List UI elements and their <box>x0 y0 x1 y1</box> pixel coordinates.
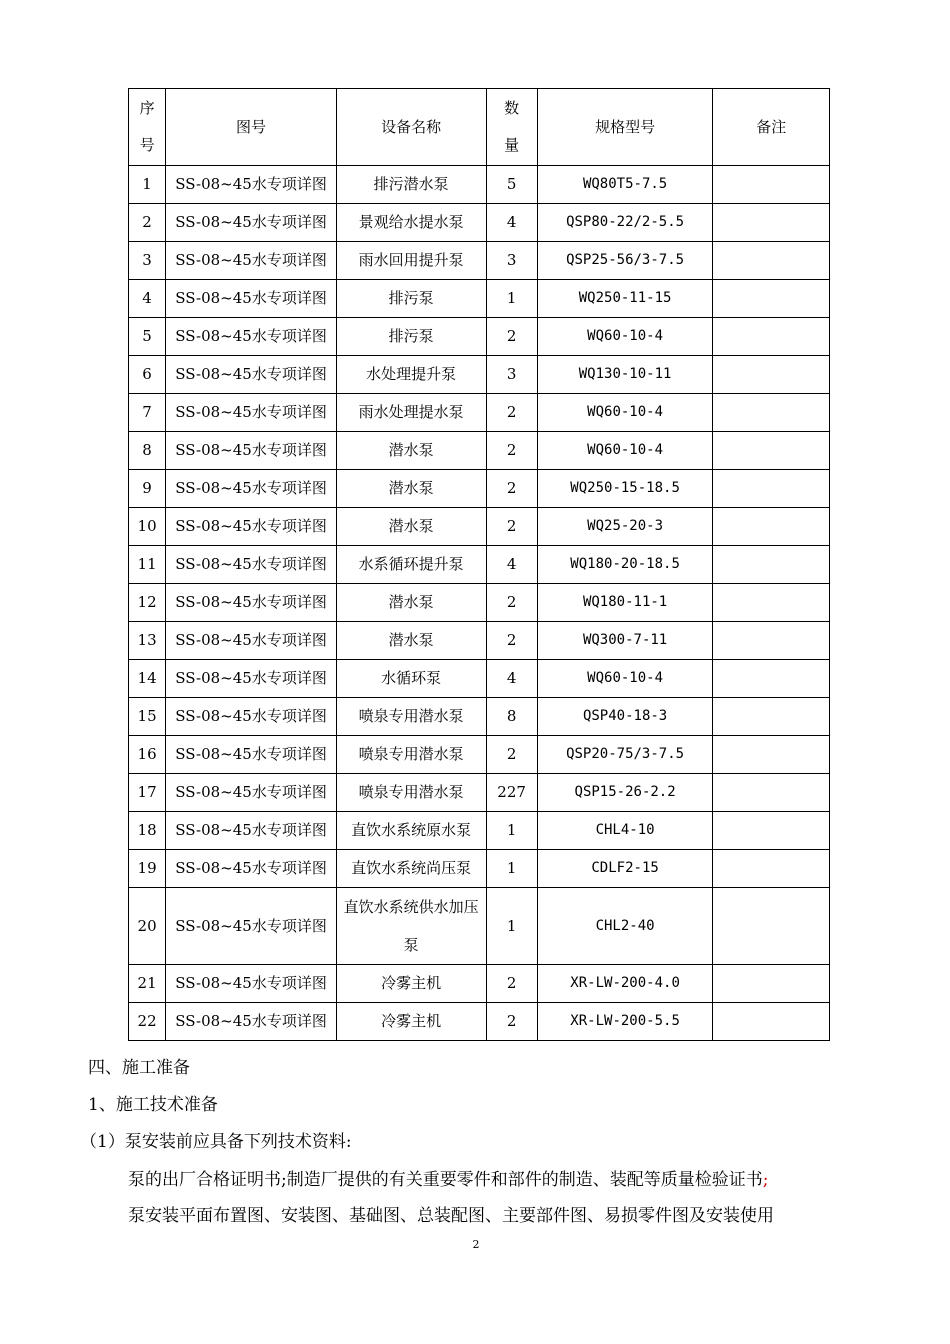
cell-seq: 5 <box>129 318 166 356</box>
header-spec: 规格型号 <box>537 89 713 166</box>
cell-seq: 14 <box>129 660 166 698</box>
header-drawing: 图号 <box>166 89 337 166</box>
cell-name-text: 直饮水系统供水加压泵 <box>343 898 479 954</box>
cell-seq: 6 <box>129 356 166 394</box>
cell-qty: 1 <box>486 888 537 965</box>
cell-name: 冷雾主机 <box>336 1003 486 1041</box>
cell-remark <box>713 774 830 812</box>
cell-seq: 9 <box>129 470 166 508</box>
cell-drawing: SS-08~45水专项详图 <box>166 965 337 1003</box>
cell-remark <box>713 546 830 584</box>
cell-spec: CHL4-10 <box>537 812 713 850</box>
cell-remark <box>713 166 830 204</box>
cell-qty: 227 <box>486 774 537 812</box>
cell-spec: WQ180-20-18.5 <box>537 546 713 584</box>
header-remark: 备注 <box>713 89 830 166</box>
cell-remark <box>713 242 830 280</box>
subsection-heading: 1、施工技术准备 <box>88 1095 218 1115</box>
cell-seq: 8 <box>129 432 166 470</box>
cell-drawing: SS-08~45水专项详图 <box>166 660 337 698</box>
cell-name: 直饮水系统原水泵 <box>336 812 486 850</box>
cell-drawing: SS-08~45水专项详图 <box>166 850 337 888</box>
cell-qty: 4 <box>486 204 537 242</box>
table-row <box>129 204 830 242</box>
cell-spec: QSP20-75/3-7.5 <box>537 736 713 774</box>
table-row <box>129 470 830 508</box>
cell-remark <box>713 470 830 508</box>
table-row <box>129 242 830 280</box>
cell-qty: 2 <box>486 965 537 1003</box>
cell-name <box>336 888 486 965</box>
cell-name: 排污泵 <box>336 280 486 318</box>
table-row <box>129 508 830 546</box>
cell-seq: 20 <box>129 888 166 965</box>
table-row <box>129 280 830 318</box>
cell-remark <box>713 204 830 242</box>
cell-remark <box>713 1003 830 1041</box>
cell-name: 喷泉专用潜水泵 <box>336 774 486 812</box>
cell-remark <box>713 280 830 318</box>
section-heading: 四、施工准备 <box>88 1058 190 1078</box>
cell-spec: CDLF2-15 <box>537 850 713 888</box>
cell-spec: XR-LW-200-5.5 <box>537 1003 713 1041</box>
cell-name: 冷雾主机 <box>336 965 486 1003</box>
header-name: 设备名称 <box>336 89 486 166</box>
cell-seq: 18 <box>129 812 166 850</box>
cell-seq: 17 <box>129 774 166 812</box>
cell-qty: 2 <box>486 1003 537 1041</box>
cell-drawing: SS-08~45水专项详图 <box>166 1003 337 1041</box>
cell-name: 水处理提升泵 <box>336 356 486 394</box>
cell-qty: 2 <box>486 622 537 660</box>
item-heading: （1）泵安装前应具备下列技术资料: <box>80 1132 352 1152</box>
paragraph-line-1-text: 泵的出厂合格证明书;制造厂提供的有关重要零件和部件的制造、装配等质量检验证书 <box>128 1170 763 1190</box>
table-row <box>129 774 830 812</box>
cell-name: 潜水泵 <box>336 622 486 660</box>
cell-qty: 1 <box>486 280 537 318</box>
cell-seq: 22 <box>129 1003 166 1041</box>
cell-seq: 13 <box>129 622 166 660</box>
cell-spec: WQ60-10-4 <box>537 394 713 432</box>
cell-seq: 12 <box>129 584 166 622</box>
cell-name: 喷泉专用潜水泵 <box>336 698 486 736</box>
cell-drawing: SS-08~45水专项详图 <box>166 736 337 774</box>
cell-seq: 19 <box>129 850 166 888</box>
table-row <box>129 622 830 660</box>
table-row <box>129 850 830 888</box>
cell-qty: 8 <box>486 698 537 736</box>
cell-seq: 1 <box>129 166 166 204</box>
cell-spec: QSP40-18-3 <box>537 698 713 736</box>
table-row <box>129 812 830 850</box>
cell-seq: 15 <box>129 698 166 736</box>
cell-spec: WQ60-10-4 <box>537 318 713 356</box>
cell-drawing: SS-08~45水专项详图 <box>166 622 337 660</box>
cell-drawing: SS-08~45水专项详图 <box>166 698 337 736</box>
cell-remark <box>713 698 830 736</box>
cell-drawing: SS-08~45水专项详图 <box>166 204 337 242</box>
cell-drawing: SS-08~45水专项详图 <box>166 242 337 280</box>
cell-drawing: SS-08~45水专项详图 <box>166 584 337 622</box>
cell-spec: CHL2-40 <box>537 888 713 965</box>
cell-spec: XR-LW-200-4.0 <box>537 965 713 1003</box>
cell-name: 水循环泵 <box>336 660 486 698</box>
table-row <box>129 888 830 965</box>
cell-drawing: SS-08~45水专项详图 <box>166 356 337 394</box>
cell-remark <box>713 812 830 850</box>
cell-seq: 3 <box>129 242 166 280</box>
cell-name: 喷泉专用潜水泵 <box>336 736 486 774</box>
cell-qty: 2 <box>486 508 537 546</box>
cell-qty: 3 <box>486 242 537 280</box>
cell-spec: QSP15-26-2.2 <box>537 774 713 812</box>
cell-name: 直饮水系统尚压泵 <box>336 850 486 888</box>
cell-qty: 2 <box>486 584 537 622</box>
cell-qty: 1 <box>486 850 537 888</box>
cell-remark <box>713 508 830 546</box>
cell-spec: WQ25-20-3 <box>537 508 713 546</box>
cell-seq: 2 <box>129 204 166 242</box>
cell-remark <box>713 622 830 660</box>
cell-remark <box>713 965 830 1003</box>
table-body <box>129 166 830 1041</box>
cell-spec: WQ300-7-11 <box>537 622 713 660</box>
cell-drawing: SS-08~45水专项详图 <box>166 812 337 850</box>
cell-remark <box>713 850 830 888</box>
cell-spec: QSP80-22/2-5.5 <box>537 204 713 242</box>
cell-drawing: SS-08~45水专项详图 <box>166 508 337 546</box>
cell-name: 雨水处理提水泵 <box>336 394 486 432</box>
cell-drawing: SS-08~45水专项详图 <box>166 394 337 432</box>
cell-seq: 4 <box>129 280 166 318</box>
cell-drawing: SS-08~45水专项详图 <box>166 774 337 812</box>
cell-spec: WQ250-11-15 <box>537 280 713 318</box>
cell-spec: WQ180-11-1 <box>537 584 713 622</box>
cell-remark <box>713 432 830 470</box>
paragraph-line-1 <box>128 1169 768 1191</box>
cell-seq: 11 <box>129 546 166 584</box>
cell-remark <box>713 318 830 356</box>
cell-remark <box>713 660 830 698</box>
cell-qty: 2 <box>486 318 537 356</box>
table-header-row <box>129 89 830 166</box>
cell-seq: 21 <box>129 965 166 1003</box>
equipment-table <box>128 88 830 1041</box>
cell-name: 潜水泵 <box>336 470 486 508</box>
cell-drawing: SS-08~45水专项详图 <box>166 546 337 584</box>
cell-qty: 1 <box>486 812 537 850</box>
cell-name: 景观给水提水泵 <box>336 204 486 242</box>
cell-remark <box>713 736 830 774</box>
cell-name: 排污泵 <box>336 318 486 356</box>
cell-qty: 2 <box>486 432 537 470</box>
cell-qty: 2 <box>486 736 537 774</box>
table-row <box>129 394 830 432</box>
table-row <box>129 660 830 698</box>
table-row <box>129 736 830 774</box>
table-row <box>129 584 830 622</box>
cell-qty: 3 <box>486 356 537 394</box>
page-number: 2 <box>472 1238 480 1251</box>
cell-name: 水系循环提升泵 <box>336 546 486 584</box>
cell-name: 潜水泵 <box>336 584 486 622</box>
table-row <box>129 1003 830 1041</box>
cell-spec: QSP25-56/3-7.5 <box>537 242 713 280</box>
cell-remark <box>713 356 830 394</box>
cell-qty: 4 <box>486 660 537 698</box>
table-row <box>129 356 830 394</box>
table-row <box>129 965 830 1003</box>
cell-seq: 7 <box>129 394 166 432</box>
cell-name: 潜水泵 <box>336 432 486 470</box>
paragraph-line-2: 泵安装平面布置图、安装图、基础图、总装配图、主要部件图、易损零件图及安装使用 <box>128 1206 774 1226</box>
cell-drawing: SS-08~45水专项详图 <box>166 318 337 356</box>
cell-qty: 5 <box>486 166 537 204</box>
table-row <box>129 546 830 584</box>
cell-drawing: SS-08~45水专项详图 <box>166 280 337 318</box>
paragraph-line-1-end: ; <box>762 1170 769 1190</box>
cell-drawing: SS-08~45水专项详图 <box>166 166 337 204</box>
header-qty: 数量 <box>486 89 537 166</box>
cell-name: 雨水回用提升泵 <box>336 242 486 280</box>
header-seq: 序号 <box>129 89 166 166</box>
cell-spec: WQ130-10-11 <box>537 356 713 394</box>
table-row <box>129 698 830 736</box>
cell-spec: WQ80T5-7.5 <box>537 166 713 204</box>
cell-remark <box>713 394 830 432</box>
cell-remark <box>713 888 830 965</box>
cell-qty: 2 <box>486 470 537 508</box>
cell-name: 潜水泵 <box>336 508 486 546</box>
cell-spec: WQ60-10-4 <box>537 432 713 470</box>
cell-drawing: SS-08~45水专项详图 <box>166 470 337 508</box>
cell-drawing: SS-08~45水专项详图 <box>166 432 337 470</box>
table-row <box>129 318 830 356</box>
cell-drawing: SS-08~45水专项详图 <box>166 888 337 965</box>
cell-spec: WQ60-10-4 <box>537 660 713 698</box>
cell-qty: 2 <box>486 394 537 432</box>
cell-seq: 16 <box>129 736 166 774</box>
table-row <box>129 432 830 470</box>
table-row <box>129 166 830 204</box>
cell-remark <box>713 584 830 622</box>
cell-spec: WQ250-15-18.5 <box>537 470 713 508</box>
cell-seq: 10 <box>129 508 166 546</box>
cell-name: 排污潜水泵 <box>336 166 486 204</box>
cell-qty: 4 <box>486 546 537 584</box>
